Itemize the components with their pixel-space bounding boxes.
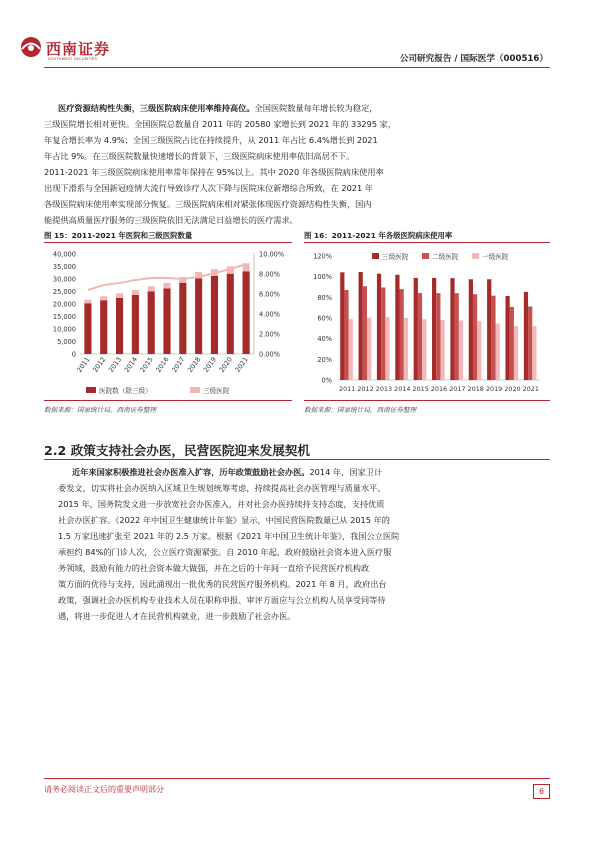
- section1-line: 2011-2021 年三级医院病床使用率常年保持在 95%以上。其中 2020 年各级医院病床使用率: [44, 167, 384, 177]
- y-tick-label: 20%: [317, 355, 332, 364]
- legend-swatch-non-tertiary: [86, 387, 96, 393]
- bar-primary: [385, 317, 389, 380]
- section2-line: 2015 年，国务院发文进一步放宽社会办医准入，并对社会办医持续持支持态度，支持优质: [58, 499, 385, 509]
- x-tick-label: 2011: [75, 355, 92, 374]
- x-tick-label: 2019: [201, 355, 219, 374]
- section1-line: 出现下滑系与全国新冠疫情大流行导致诊疗人次下降与医院床位新增综合所致，在 2021 年: [44, 183, 373, 193]
- bar-secondary: [491, 296, 495, 380]
- figure16-title: 图 16：2011-2021 年各级医院病床使用率: [304, 231, 453, 240]
- x-tick-label: 2011: [339, 385, 356, 393]
- x-tick-label: 2017: [449, 385, 466, 393]
- bar-secondary: [436, 293, 440, 380]
- y-tick-label: 100%: [313, 273, 332, 282]
- y-tick-label: 40%: [317, 335, 332, 344]
- logo-subtitle: SOUTHWEST SECURITIES: [48, 57, 98, 61]
- figure16-chart: [302, 244, 552, 400]
- bar-tertiary-hospitals: [132, 290, 139, 295]
- bar-hospitals-non-tertiary: [116, 298, 123, 354]
- bar-primary: [477, 321, 481, 380]
- section1-line: 医疗资源结构性失衡，三级医院病床使用率维持高位。全国医院数量每年增长较为稳定，: [58, 103, 378, 113]
- x-tick-label: 2015: [412, 385, 429, 393]
- y-tick-label: 0%: [321, 376, 332, 385]
- figure16-source: 数据来源：国家统计局，西南证券整理: [304, 406, 417, 414]
- x-tick-label: 2021: [522, 385, 539, 393]
- bar-tertiary: [450, 278, 454, 380]
- bar-hospitals-non-tertiary: [243, 272, 250, 355]
- bar-tertiary: [395, 275, 399, 380]
- legend-label-non-tertiary: 医院数（除三级）: [99, 387, 152, 395]
- bar-secondary: [528, 307, 532, 380]
- figure15-rule: [44, 242, 292, 243]
- bar-tertiary: [469, 279, 473, 380]
- section2-line: 遇，将进一步促进人才在民营机构就业，进一步鼓励了社会办医。: [58, 611, 296, 621]
- figure15-title: 图 15：2011-2021 年医院和三级医院数量: [44, 231, 193, 240]
- y-tick-label-left: 10,000: [52, 325, 76, 334]
- bar-tertiary-hospitals: [116, 293, 123, 297]
- x-tick-label: 2012: [357, 385, 374, 393]
- x-tick-label: 2014: [122, 355, 140, 374]
- y-tick-label-right: 4.00%: [259, 310, 280, 319]
- figure16-bottom-rule: [304, 400, 550, 401]
- section2-line: 承担约 84%的门诊人次，公立医疗资源紧张。自 2010 年起，政府鼓励社会资本进入医疗服: [58, 547, 392, 557]
- y-tick-label-right: 10.00%: [259, 250, 285, 259]
- bar-hospitals-non-tertiary: [179, 283, 186, 354]
- section2-lead: 近年来国家积极推进社会办医准入扩容，历年政策鼓励社会办医。: [72, 467, 310, 477]
- y-tick-label: 120%: [313, 252, 332, 261]
- page-number: 6: [533, 784, 550, 799]
- bar-primary: [496, 323, 500, 380]
- figure15-bottom-rule: [44, 400, 292, 401]
- bar-tertiary: [505, 296, 509, 380]
- y-tick-label: 60%: [317, 314, 332, 323]
- x-tick-label: 2016: [430, 385, 448, 393]
- bar-tertiary: [432, 278, 436, 380]
- legend-swatch-secondary: [422, 253, 429, 259]
- y-tick-label-left: 15,000: [52, 313, 76, 321]
- bar-secondary: [381, 288, 385, 380]
- bar-primary: [422, 319, 426, 380]
- bar-hospitals-non-tertiary: [132, 295, 139, 354]
- section2-line: 政策，强调社会办医机构专业技术人员在职称申报、审评方面应与公立机构人员享受同等待: [58, 595, 386, 605]
- section2-line: 社会办医扩容。《2022 年中国卫生健康统计年鉴》显示，中国民营医院数量已从 2015 年的: [58, 515, 390, 525]
- section2-line: 策方面的优待与支持，因此涌现出一批优秀的民营医疗服务机构。2021 年 8 月，政府出台: [58, 579, 387, 589]
- bar-hospitals-non-tertiary: [227, 274, 234, 354]
- y-tick-label-right: 2.00%: [259, 330, 280, 339]
- bar-primary: [514, 326, 518, 380]
- y-tick-label-right: 8.00%: [259, 270, 280, 279]
- bar-primary: [349, 319, 353, 380]
- bar-secondary: [418, 293, 422, 380]
- x-tick-label: 2020: [217, 355, 234, 374]
- section2-line: 务领域，鼓励有能力的社会资本做大做强，并在之后的十年间一直给予民营医疗机构政: [58, 563, 370, 573]
- bar-primary: [440, 320, 444, 380]
- y-tick-label-left: 5,000: [57, 338, 76, 346]
- header-rule: [44, 67, 550, 68]
- report-title: 公司研究报告 / 国际医学（000516）: [399, 54, 548, 64]
- bar-primary: [532, 326, 536, 380]
- bar-tertiary-hospitals: [84, 300, 91, 304]
- figure15-chart: [40, 244, 292, 400]
- x-tick-label: 2018: [467, 385, 484, 393]
- x-tick-label: 2019: [485, 385, 503, 393]
- logo: [18, 36, 128, 66]
- section2-rule: [44, 459, 550, 460]
- legend-swatch-primary: [472, 253, 479, 259]
- x-tick-label: 2012: [91, 355, 108, 374]
- bar-secondary: [344, 290, 348, 380]
- section2-line: 委发文，切实将社会办医纳入区域卫生规划统筹考虑，持续提高社会办医管理与质量水平。: [58, 483, 386, 493]
- logo-emblem-icon: [18, 36, 44, 58]
- bar-secondary: [473, 294, 477, 380]
- bar-tertiary: [340, 272, 344, 380]
- x-tick-label: 2013: [107, 355, 124, 374]
- legend-label-tertiary: 三级医院: [382, 253, 409, 261]
- section1-line: 能提供高质量医疗服务的三级医院依旧无法满足日益增长的医疗需求。: [44, 215, 298, 225]
- y-tick-label-left: 0: [71, 350, 76, 359]
- y-tick-label-left: 25,000: [52, 288, 76, 296]
- legend-label-primary: 一级医院: [482, 253, 509, 261]
- bar-secondary: [400, 289, 404, 380]
- x-tick-label: 2020: [504, 385, 521, 393]
- section1-line: 年占比 9%。在三级医院数量快速增长的背景下，三级医院病床使用率依旧高居不下。: [44, 151, 355, 161]
- bar-tertiary: [487, 279, 491, 380]
- x-tick-label: 2018: [186, 355, 203, 374]
- section1-line: 三级医院增长相对更快。全国医院总数量自 2011 年的 20580 家增长到 2021 年的 33295 家，: [44, 119, 397, 129]
- legend-swatch-tertiary: [190, 387, 200, 393]
- bar-hospitals-non-tertiary: [148, 292, 155, 355]
- x-tick-label: 2013: [375, 385, 393, 393]
- bar-hospitals-non-tertiary: [195, 278, 202, 354]
- footer-notice: 请务必阅读正文后的重要声明部分: [44, 785, 164, 794]
- bar-primary: [367, 318, 371, 380]
- section1-line: 各级医院病床使用率实现部分恢复。三级医院病床相对紧张体现医疗资源结构性失衡，国内: [44, 199, 372, 209]
- bar-tertiary-hospitals: [148, 286, 155, 291]
- figure16-rule: [304, 242, 550, 243]
- y-tick-label-left: 40,000: [52, 250, 76, 259]
- x-tick-label: 2017: [170, 355, 187, 374]
- x-tick-label: 2021: [233, 355, 250, 374]
- x-tick-label: 2014: [394, 385, 411, 393]
- bar-primary: [404, 318, 408, 380]
- bar-tertiary: [359, 272, 363, 380]
- bar-tertiary: [524, 292, 528, 380]
- legend-swatch-tertiary: [372, 253, 379, 259]
- section1-lead: 医疗资源结构性失衡，三级医院病床使用率维持高位。: [58, 103, 255, 113]
- figure15-source: 数据来源：国家统计局，西南证券整理: [44, 406, 157, 414]
- legend-label-secondary: 二级医院: [432, 253, 459, 261]
- section2-line: 1.5 万家迅速扩张至 2021 年的 2.5 万家。根据《2021 年中国卫生统计年鉴》，我国公立医院: [58, 531, 400, 541]
- bar-primary: [459, 321, 463, 380]
- legend-label-tertiary: 三级医院: [203, 387, 230, 395]
- y-tick-label-right: 6.00%: [259, 290, 280, 299]
- section1-line: 年复合增长率为 4.9%；全国三级医院占比在持续提升，从 2011 年占比 6.4%增长到 2021: [44, 135, 378, 145]
- bar-tertiary: [414, 278, 418, 380]
- section1-paragraph: [44, 100, 536, 228]
- bar-tertiary-hospitals: [163, 283, 170, 289]
- x-tick-label: 2016: [154, 355, 171, 374]
- y-tick-label: 80%: [317, 293, 332, 302]
- bar-secondary: [455, 293, 459, 380]
- section2-title: 2.2 政策支持社会办医，民营医院迎来发展契机: [44, 443, 310, 458]
- x-tick-label: 2015: [138, 355, 155, 374]
- y-tick-label-left: 30,000: [52, 275, 76, 284]
- bar-secondary: [510, 307, 514, 380]
- logo-name: 西南证券: [46, 40, 111, 58]
- bar-secondary: [363, 286, 367, 380]
- y-tick-label-left: 20,000: [52, 300, 76, 309]
- section2-paragraph: [58, 464, 536, 624]
- bar-hospitals-non-tertiary: [100, 300, 107, 354]
- bar-hospitals-non-tertiary: [211, 276, 218, 354]
- bar-tertiary: [377, 274, 381, 380]
- y-tick-label-left: 35,000: [52, 263, 76, 271]
- footer-rule: [44, 778, 550, 779]
- bar-tertiary-hospitals: [100, 296, 107, 300]
- bar-hospitals-non-tertiary: [163, 289, 170, 355]
- section2-line: 近年来国家积极推进社会办医准入扩容，历年政策鼓励社会办医。2014 年，国家卫计: [72, 467, 383, 477]
- y-tick-label-right: 0.00%: [259, 350, 280, 359]
- bar-hospitals-non-tertiary: [84, 303, 91, 354]
